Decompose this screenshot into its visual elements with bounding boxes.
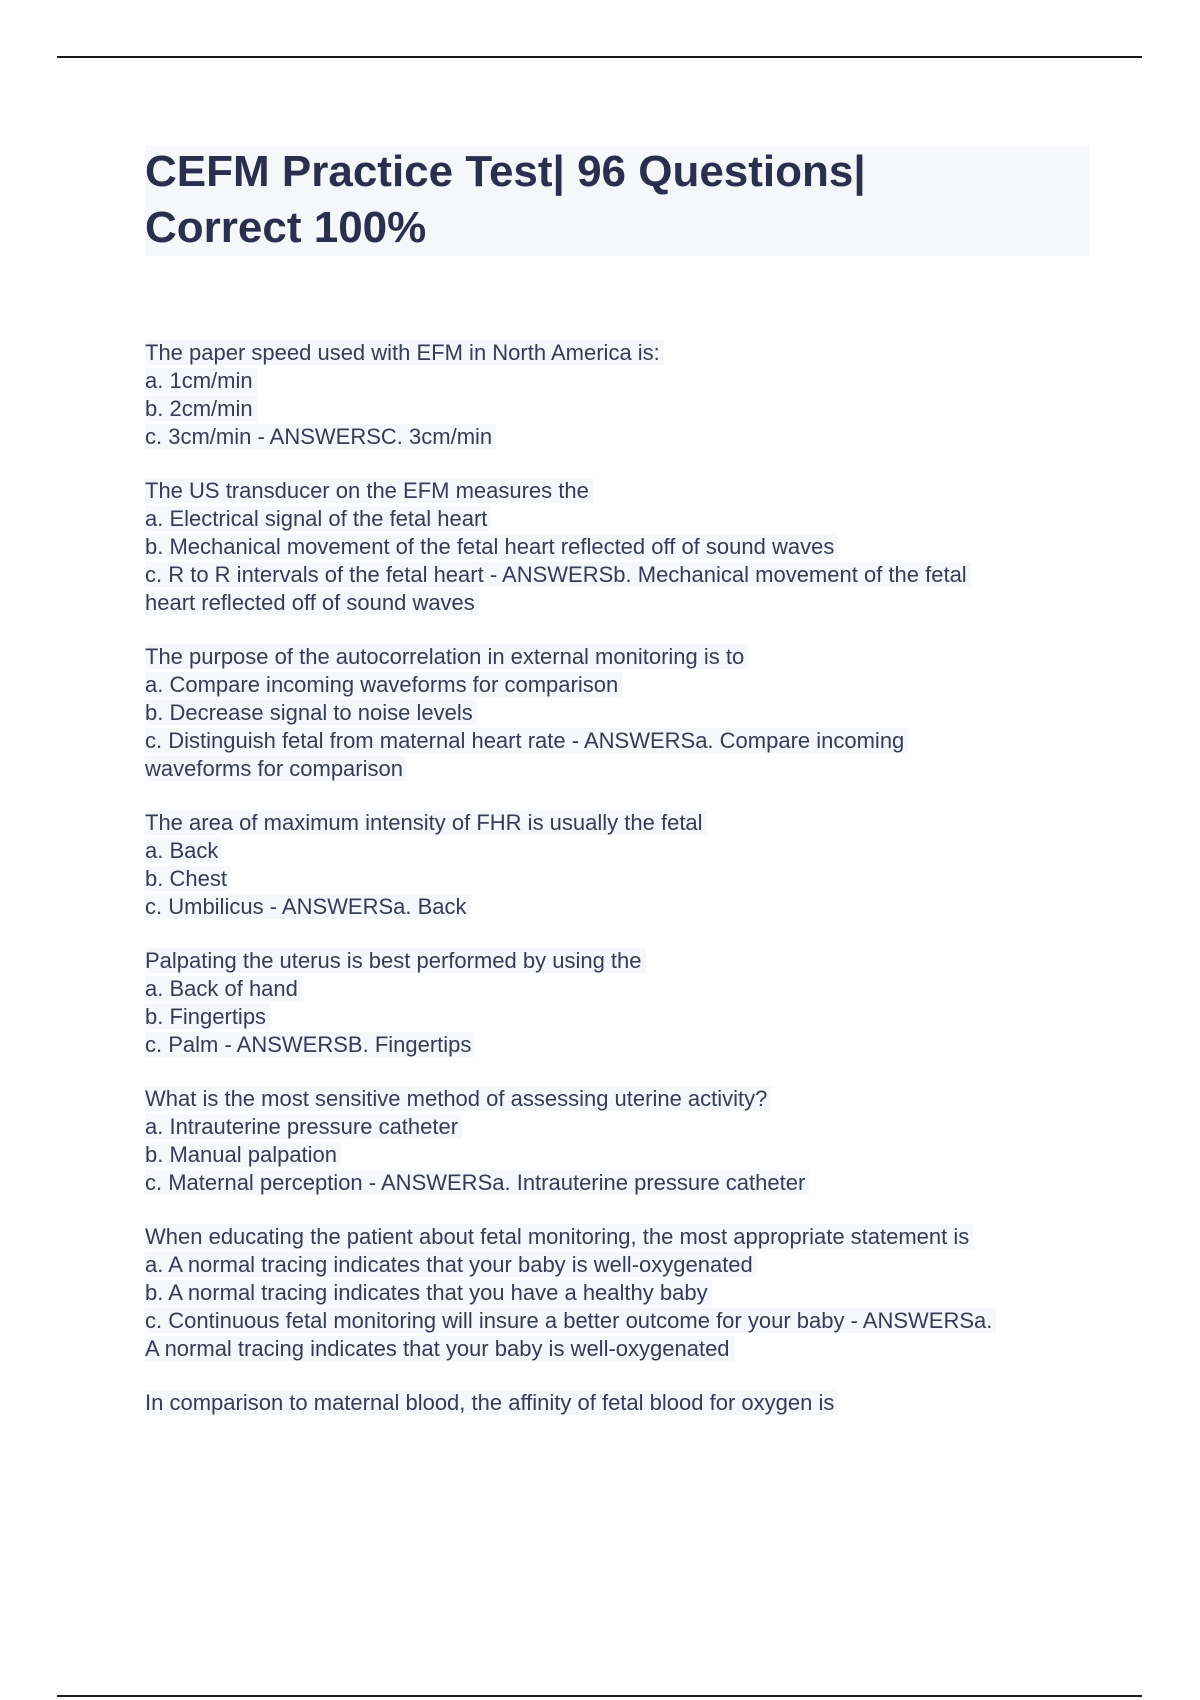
- answer-option: a. Electrical signal of the fetal heart: [145, 505, 1090, 533]
- question-block: [145, 1085, 1090, 1197]
- question-block: [145, 809, 1090, 921]
- answer-option: a. 1cm/min: [145, 367, 1090, 395]
- answer-option: b. Mechanical movement of the fetal heart reflected off of sound waves: [145, 533, 1090, 561]
- answer-option: b. 2cm/min: [145, 395, 1090, 423]
- answer-continuation: A normal tracing indicates that your baby is well-oxygenated: [145, 1335, 1090, 1363]
- question-block: [145, 1389, 1090, 1417]
- answer-option-with-answer: c. Umbilicus - ANSWERSa. Back: [145, 893, 1090, 921]
- question-block: [145, 477, 1090, 617]
- question-block: [145, 1223, 1090, 1363]
- question-text: Palpating the uterus is best performed by using the: [145, 947, 1090, 975]
- question-text: The area of maximum intensity of FHR is usually the fetal: [145, 809, 1090, 837]
- answer-continuation: waveforms for comparison: [145, 755, 1090, 783]
- answer-option-with-answer: c. Continuous fetal monitoring will insure a better outcome for your baby - ANSWERSa.: [145, 1307, 1090, 1335]
- answer-option: b. Decrease signal to noise levels: [145, 699, 1090, 727]
- question-text: The paper speed used with EFM in North America is:: [145, 339, 1090, 367]
- question-text: What is the most sensitive method of assessing uterine activity?: [145, 1085, 1090, 1113]
- answer-option-with-answer: c. R to R intervals of the fetal heart - ANSWERSb. Mechanical movement of the fetal: [145, 561, 1090, 589]
- questions-list: [145, 339, 1090, 1443]
- answer-option: a. A normal tracing indicates that your baby is well-oxygenated: [145, 1251, 1090, 1279]
- answer-option: b. Chest: [145, 865, 1090, 893]
- question-block: [145, 643, 1090, 783]
- question-block: [145, 947, 1090, 1059]
- answer-option: a. Compare incoming waveforms for comparison: [145, 671, 1090, 699]
- answer-option-with-answer: c. 3cm/min - ANSWERSC. 3cm/min: [145, 423, 1090, 451]
- answer-option: b. Manual palpation: [145, 1141, 1090, 1169]
- answer-option: a. Intrauterine pressure catheter: [145, 1113, 1090, 1141]
- question-text: When educating the patient about fetal monitoring, the most appropriate statement is: [145, 1223, 1090, 1251]
- answer-option-with-answer: c. Distinguish fetal from maternal heart rate - ANSWERSa. Compare incoming: [145, 727, 1090, 755]
- page-title-line-1: CEFM Practice Test| 96 Questions|: [145, 147, 866, 196]
- answer-continuation: heart reflected off of sound waves: [145, 589, 1090, 617]
- answer-option: a. Back: [145, 837, 1090, 865]
- answer-option: b. A normal tracing indicates that you have a healthy baby: [145, 1279, 1090, 1307]
- question-text: In comparison to maternal blood, the affinity of fetal blood for oxygen is: [145, 1389, 1090, 1417]
- answer-option-with-answer: c. Palm - ANSWERSB. Fingertips: [145, 1031, 1090, 1059]
- question-block: [145, 339, 1090, 451]
- answer-option: a. Back of hand: [145, 975, 1090, 1003]
- answer-option-with-answer: c. Maternal perception - ANSWERSa. Intrauterine pressure catheter: [145, 1169, 1090, 1197]
- bottom-rule: [57, 1695, 1142, 1697]
- answer-option: b. Fingertips: [145, 1003, 1090, 1031]
- page-title-line-2: Correct 100%: [145, 203, 427, 252]
- question-text: The purpose of the autocorrelation in external monitoring is to: [145, 643, 1090, 671]
- question-text: The US transducer on the EFM measures the: [145, 477, 1090, 505]
- page-title: [145, 144, 1089, 256]
- top-rule: [57, 56, 1142, 58]
